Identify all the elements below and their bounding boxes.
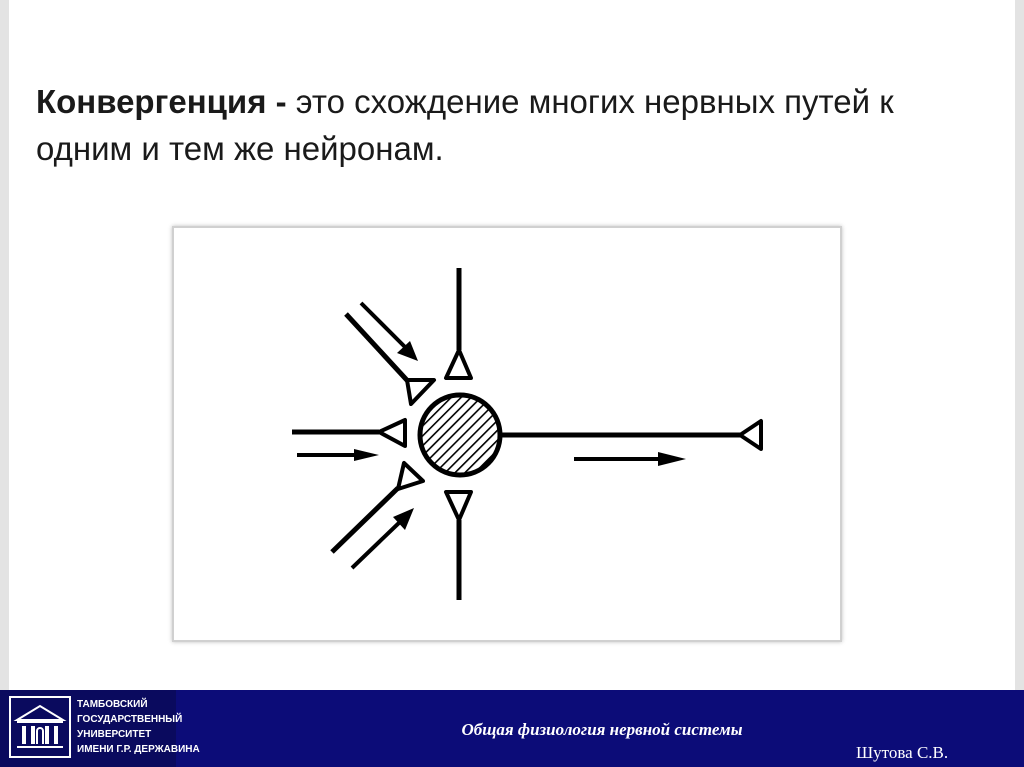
university-name-line: УНИВЕРСИТЕТ (77, 729, 152, 740)
synapse-upper-left (407, 380, 434, 404)
slide-frame-right (1015, 0, 1024, 690)
input-arrow-left-head (354, 449, 379, 461)
convergence-diagram-svg (174, 228, 840, 640)
synapse-top (446, 350, 471, 378)
course-title: Общая физиология нервной системы (461, 720, 743, 739)
synapse-lower-left (398, 463, 423, 489)
university-building-icon (9, 696, 71, 758)
title-definition: это схождение многих нервных путей к одним и тем же нейронам. (36, 83, 894, 167)
axon-terminal (740, 421, 761, 449)
input-arrow-upper-left (361, 303, 408, 350)
neuron-body (420, 395, 500, 475)
university-name-line: ТАМБОВСКИЙ (77, 699, 148, 710)
university-name-line: ГОСУДАРСТВЕННЫЙ (77, 714, 183, 725)
university-name-line: ИМЕНИ Г.Р. ДЕРЖАВИНА (77, 744, 200, 755)
input-path-lower-left (332, 488, 398, 552)
title-term: Конвергенция - (36, 83, 287, 120)
synapse-bottom (446, 492, 471, 520)
author-name: Шутова С.В. (856, 743, 949, 762)
university-logo (0, 690, 200, 767)
slide-title (36, 78, 986, 172)
synapse-left (379, 420, 405, 446)
output-arrow-head (658, 452, 686, 466)
footer-bar (0, 690, 1024, 767)
convergence-diagram (172, 226, 842, 642)
university-name (77, 697, 200, 757)
slide-frame-left (0, 0, 9, 690)
